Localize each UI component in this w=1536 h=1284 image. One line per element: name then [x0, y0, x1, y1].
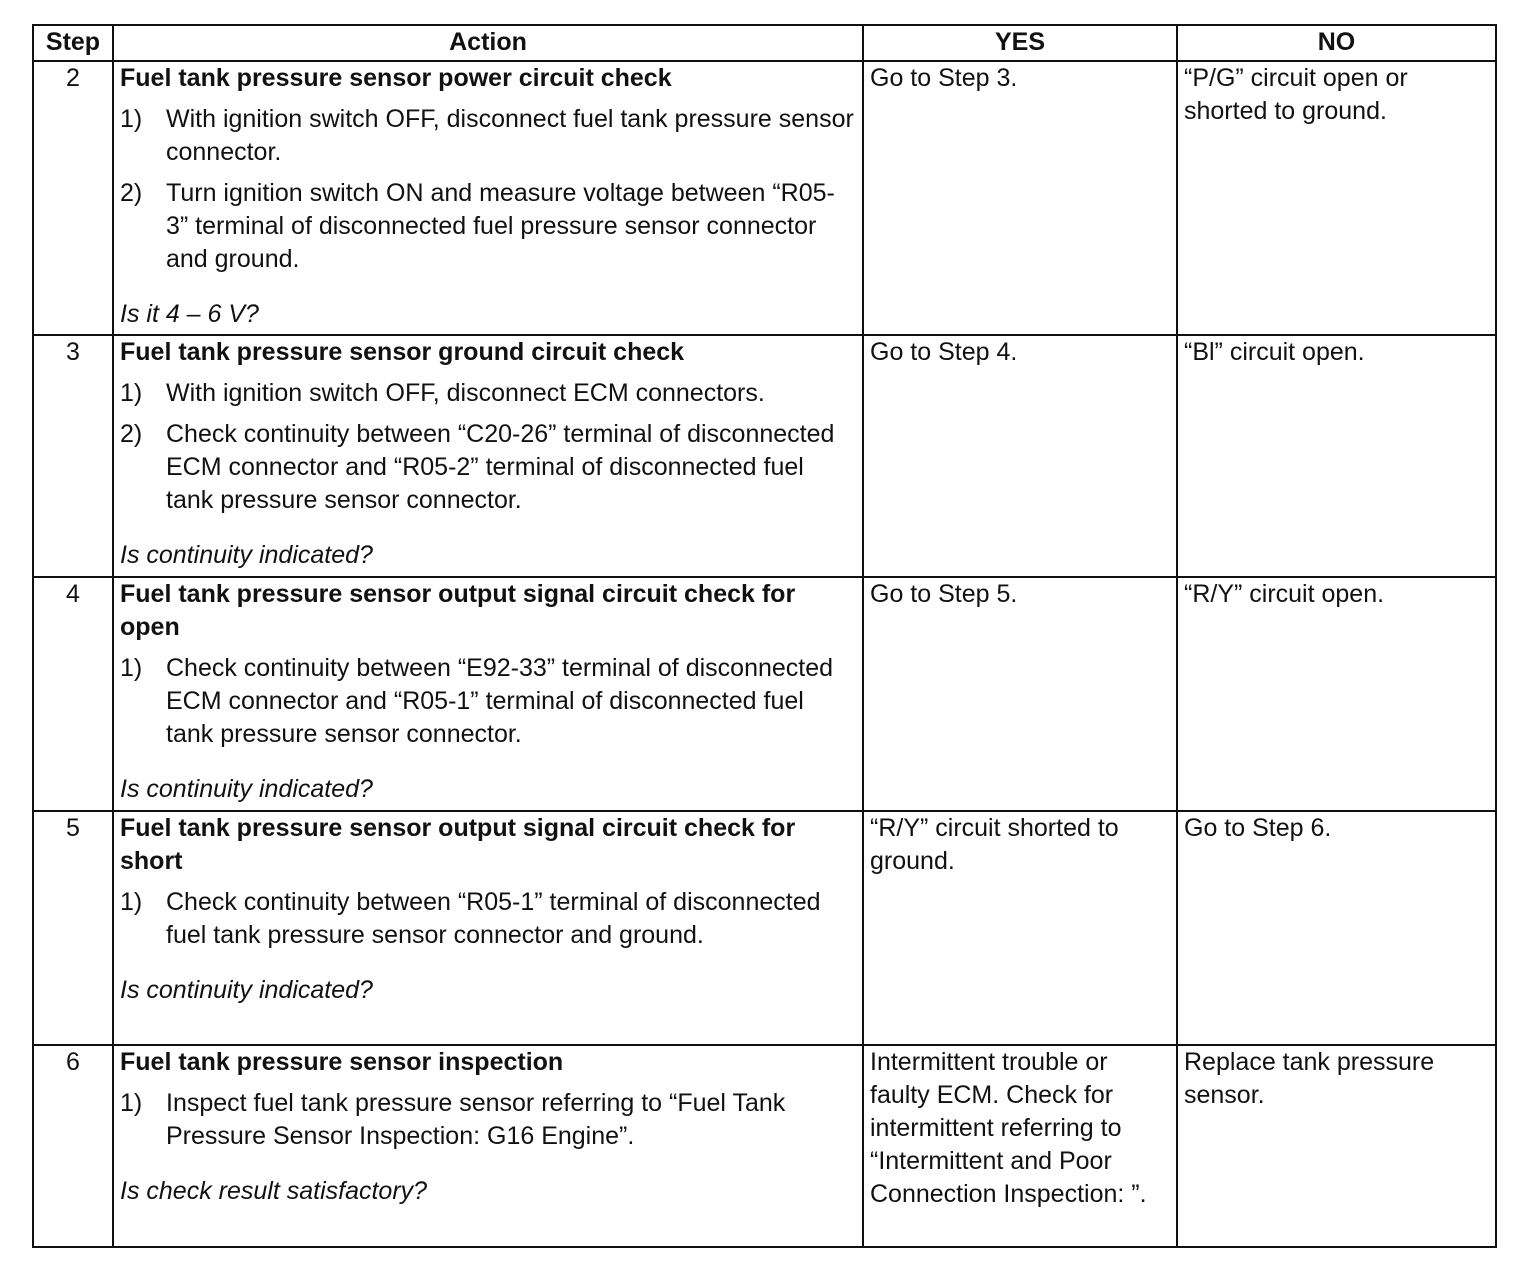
action-question: Is check result satisfactory? [120, 1177, 428, 1205]
action-steps [120, 1087, 856, 1153]
action-step-text: Turn ignition switch ON and measure voltage between “R05-3” terminal of disconnected fuel pressure sensor connector and ground. [166, 179, 835, 273]
action-title: Fuel tank pressure sensor ground circuit check [120, 338, 685, 366]
action-step-text: Check continuity between “C20-26” terminal of disconnected ECM connector and “R05-2” terminal of disconnected fuel tank pressure sensor connector. [166, 420, 835, 514]
action-step-item [120, 652, 856, 751]
action-steps [120, 886, 856, 952]
action-step-text: With ignition switch OFF, disconnect ECM connectors. [166, 379, 765, 407]
table-row-step-4 [33, 577, 1496, 811]
action-step-number: 1) [120, 105, 143, 133]
action-step-number: 1) [120, 888, 143, 916]
action-step-number: 1) [120, 654, 143, 682]
no-cell: Replace tank pressure sensor. [1177, 1045, 1496, 1247]
yes-cell: Intermittent trouble or faulty ECM. Check for intermittent referring to “Intermittent and Poor Connection Inspection: ”. [863, 1045, 1177, 1247]
action-title: Fuel tank pressure sensor output signal circuit check for open [120, 580, 796, 641]
yes-cell: “R/Y” circuit shorted to ground. [863, 811, 1177, 1045]
action-step-item [120, 886, 856, 952]
action-step-item [120, 1087, 856, 1153]
step-number: 5 [33, 811, 113, 1045]
table-row-step-5 [33, 811, 1496, 1045]
no-cell: “P/G” circuit open or shorted to ground. [1177, 61, 1496, 335]
action-step-number: 2) [120, 420, 143, 448]
no-cell: Go to Step 6. [1177, 811, 1496, 1045]
header-action: Action [113, 25, 863, 61]
action-step-number: 2) [120, 179, 143, 207]
yes-cell: Go to Step 4. [863, 335, 1177, 577]
action-step-item [120, 103, 856, 169]
action-step-text: With ignition switch OFF, disconnect fuel tank pressure sensor connector. [166, 105, 854, 166]
action-question: Is continuity indicated? [120, 541, 373, 569]
diagnostic-document [32, 24, 1497, 1248]
action-step-item [120, 377, 856, 410]
header-step: Step [33, 25, 113, 61]
table-row-step-2 [33, 61, 1496, 335]
action-step-text: Inspect fuel tank pressure sensor referring to “Fuel Tank Pressure Sensor Inspection: G16 Engine”. [166, 1089, 786, 1150]
header-row [33, 25, 1496, 61]
action-step-item [120, 418, 856, 517]
action-question: Is it 4 – 6 V? [120, 300, 259, 328]
action-title: Fuel tank pressure sensor inspection [120, 1048, 564, 1076]
action-question: Is continuity indicated? [120, 775, 373, 803]
header-no: NO [1177, 25, 1496, 61]
yes-cell: Go to Step 5. [863, 577, 1177, 811]
table-row-step-6 [33, 1045, 1496, 1247]
action-step-number: 1) [120, 379, 143, 407]
action-title: Fuel tank pressure sensor power circuit check [120, 64, 672, 92]
action-cell [113, 1045, 863, 1247]
action-step-text: Check continuity between “R05-1” terminal of disconnected fuel tank pressure sensor connector and ground. [166, 888, 821, 949]
action-cell [113, 811, 863, 1045]
table-row-step-3 [33, 335, 1496, 577]
action-step-item [120, 177, 856, 276]
action-cell [113, 577, 863, 811]
action-steps [120, 377, 856, 517]
action-steps [120, 652, 856, 751]
diagnostic-table [32, 24, 1497, 1248]
yes-cell: Go to Step 3. [863, 61, 1177, 335]
header-yes: YES [863, 25, 1177, 61]
step-number: 3 [33, 335, 113, 577]
action-step-text: Check continuity between “E92-33” terminal of disconnected ECM connector and “R05-1” terminal of disconnected fuel tank pressure sensor connector. [166, 654, 834, 748]
action-step-number: 1) [120, 1089, 143, 1117]
action-steps [120, 103, 856, 276]
action-question: Is continuity indicated? [120, 976, 373, 1004]
action-cell [113, 61, 863, 335]
step-number: 2 [33, 61, 113, 335]
action-title: Fuel tank pressure sensor output signal circuit check for short [120, 814, 796, 875]
action-cell [113, 335, 863, 577]
no-cell: “Bl” circuit open. [1177, 335, 1496, 577]
step-number: 4 [33, 577, 113, 811]
step-number: 6 [33, 1045, 113, 1247]
no-cell: “R/Y” circuit open. [1177, 577, 1496, 811]
